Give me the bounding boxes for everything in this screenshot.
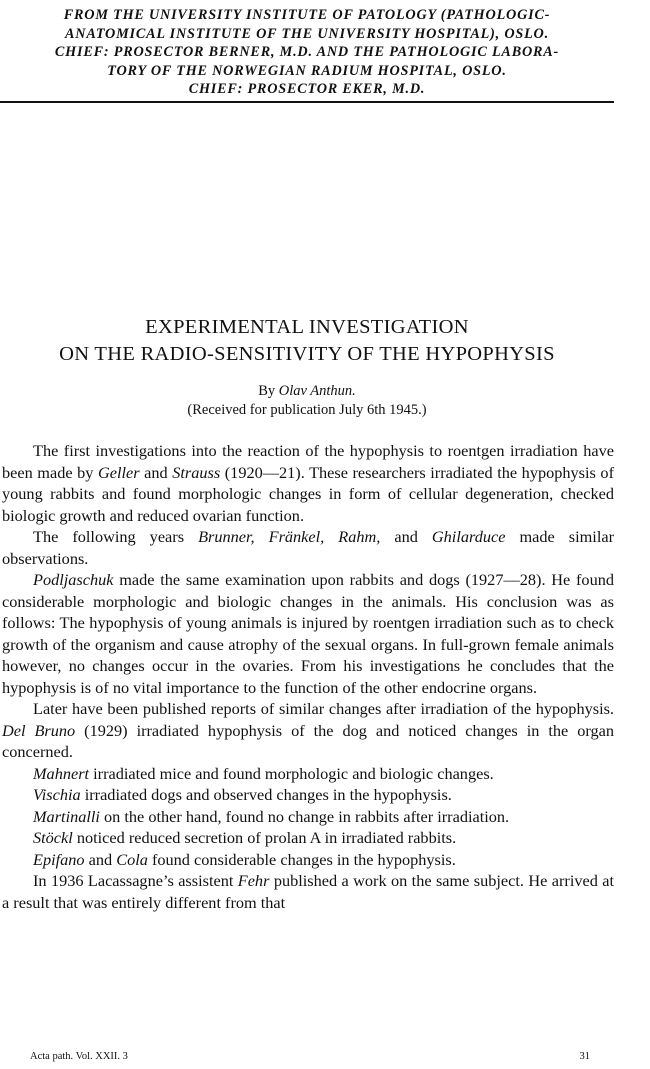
paragraph — [2, 849, 614, 871]
author-name: Olav Anthun. — [278, 383, 356, 399]
paragraph — [2, 569, 614, 698]
cited-author: Fehr — [237, 871, 270, 890]
cited-author: Epifano — [33, 849, 85, 869]
paragraph — [2, 763, 614, 785]
header-line: FROM THE UNIVERSITY INSTITUTE OF PATOLOGY (PATHOLOGIC- — [63, 7, 551, 23]
paragraph — [2, 784, 614, 806]
title-line-1: EXPERIMENTAL INVESTIGATION — [145, 316, 469, 338]
cited-author: Mahnert — [33, 763, 90, 783]
paragraph-text: irradiated mice and found morphologic and biologic changes. — [89, 763, 494, 783]
cited-author: Vischia — [33, 785, 81, 804]
journal-reference: Acta path. Vol. XXII. 3 — [30, 1051, 128, 1062]
paragraph-text: The first investigations into the reaction of the hypophysis to roentgen irradiation have been made by — [2, 441, 614, 482]
paragraph — [2, 827, 614, 849]
paragraph-text: (1920—21). These researchers irradiated the hypophysis of young rabbits and found morphologic changes in form of cellular degeneration, checked biologic growth and reduced ovarian function. — [2, 462, 614, 525]
paragraph — [2, 526, 614, 569]
cited-author: Brunner, Fränkel, Rahm, — [198, 527, 381, 546]
header-line: CHIEF: PROSECTOR BERNER, M.D. AND THE PATHOLOGIC LABORA- — [54, 44, 560, 60]
cited-author: Podljaschuk — [33, 570, 114, 589]
paragraph-text: and — [84, 849, 117, 869]
byline — [0, 382, 614, 420]
paragraph-text: made the same examination upon rabbits and dogs (1927—28). He found considerable morphologic and biologic changes in the animals. His conclusion was as follows: The hypophysis of young animals is injured by roentgen irradiation such as to check growth of the organism and cause atrophy of the sexual organs. In full-grown female animals however, no changes occur in the ovaries. From his investigations he concludes that the hypophysis is of no vital importance to the function of the other endocrine organs. — [2, 570, 614, 697]
header-line: TORY OF THE NORWEGIAN RADIUM HOSPITAL, OSLO. — [107, 62, 507, 79]
article-body — [2, 440, 614, 913]
author-line — [0, 382, 614, 401]
header-line: CHIEF: PROSECTOR EKER, M.D. — [188, 81, 426, 97]
paragraph-text: Later have been published reports of similar changes after irradiation of the hypophysis. — [33, 699, 614, 718]
paragraph — [2, 806, 614, 828]
paragraph-text: (1929) irradiated hypophysis of the dog and noticed changes in the organ concerned. — [2, 720, 614, 761]
by-label: By — [258, 383, 276, 399]
cited-author: Martinalli — [33, 806, 100, 826]
received-date: (Received for publication July 6th 1945.) — [187, 402, 427, 418]
paragraph-text: irradiated dogs and observed changes in the hypophysis. — [80, 785, 452, 804]
institution-header — [0, 6, 614, 99]
article-title — [0, 314, 614, 368]
paragraph-text: In 1936 Lacassagne’s assistent — [33, 871, 238, 890]
cited-author: Ghilarduce — [431, 527, 506, 546]
paragraph-text: noticed reduced secretion of prolan A in irradiated rabbits. — [72, 828, 457, 847]
page-number: 31 — [579, 1051, 590, 1062]
paragraph — [2, 870, 614, 913]
paragraph-text: and — [139, 462, 173, 482]
cited-author: Stöckl — [33, 828, 73, 847]
paragraph — [2, 440, 614, 526]
cited-author: Geller — [97, 462, 140, 482]
cited-author: Cola — [116, 849, 148, 869]
paragraph-text: and — [380, 527, 432, 546]
paragraph-text: The following years — [33, 527, 199, 546]
paragraph-text: found considerable changes in the hypophysis. — [147, 849, 456, 869]
paragraph-text: made similar observations. — [2, 527, 615, 568]
header-divider — [0, 101, 614, 103]
paragraph-text: on the other hand, found no change in rabbits after irradiation. — [99, 806, 510, 826]
cited-author: Del Bruno — [2, 720, 76, 740]
header-line: ANATOMICAL INSTITUTE OF THE UNIVERSITY HOSPITAL), OSLO. — [65, 25, 549, 42]
title-line-2: ON THE RADIO-SENSITIVITY OF THE HYPOPHYSIS — [59, 343, 555, 365]
paragraph — [2, 698, 614, 763]
paragraph-text: published a work on the same subject. He arrived at a result that was entirely different from that — [2, 871, 614, 912]
cited-author: Strauss — [172, 462, 221, 482]
